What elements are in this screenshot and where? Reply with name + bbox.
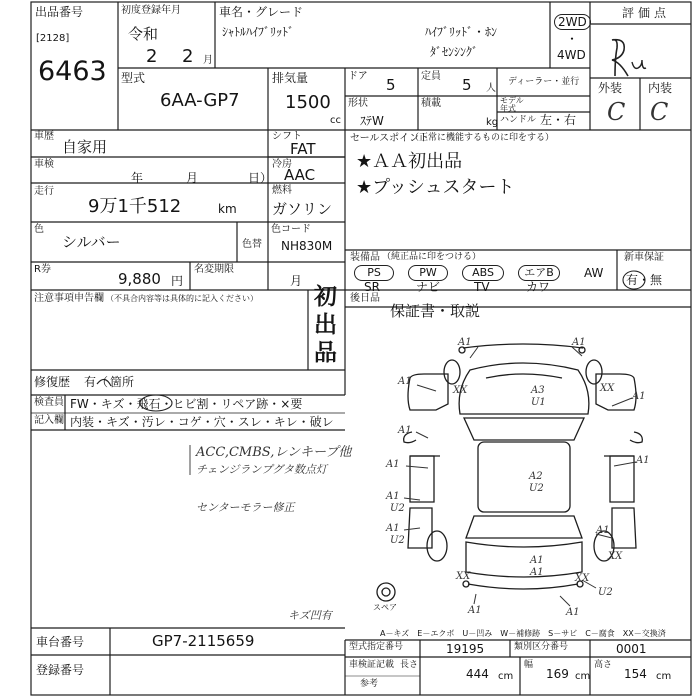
mark: U2 xyxy=(390,535,405,546)
length-unit: cm xyxy=(498,671,514,682)
fuel-label: 燃料 xyxy=(272,185,292,196)
mark: A1 xyxy=(398,425,412,436)
displacement-value: 1500 xyxy=(285,92,331,113)
exterior-value: C xyxy=(607,98,626,126)
history-label: 車歴 xyxy=(34,131,54,142)
height-value: 154 xyxy=(624,667,647,681)
size-label-2: 参考 xyxy=(360,679,379,689)
equip-abs: ABS xyxy=(462,265,504,281)
mark: A1 xyxy=(386,523,400,534)
handle-value: 左・右 xyxy=(540,113,577,127)
class-no-label: 類別区分番号 xyxy=(514,642,569,652)
later-value: 保証書・取説 xyxy=(390,302,481,320)
mark: U2 xyxy=(529,483,544,494)
colorcode-value: NH830M xyxy=(281,239,333,253)
width-label: 幅 xyxy=(524,660,534,670)
inspection-year-unit: 年 xyxy=(131,171,144,185)
mark: A1 xyxy=(386,459,400,470)
check-row-2: 内装・キズ・汚レ・コゲ・穴・スレ・キレ・破レ xyxy=(70,415,334,429)
size-label-1: 車検証記載 xyxy=(349,660,395,670)
recycle-unit: 円 xyxy=(171,274,184,288)
chassis-label: 車台番号 xyxy=(36,635,85,649)
check-label-1: 検査員 xyxy=(34,397,64,408)
mark: A1 xyxy=(458,337,472,348)
handwritten-line-2: チェンジランプグタ数点灯 xyxy=(196,463,327,476)
mark: XX xyxy=(608,551,623,562)
repair-value: 有（ xyxy=(84,375,109,389)
shift-value: FAT xyxy=(290,140,316,158)
color-value: シルバー xyxy=(62,233,121,251)
displacement-unit: cc xyxy=(330,115,341,126)
equipment-label: 装備品 xyxy=(350,252,380,263)
capacity-label: 定員 xyxy=(421,71,441,82)
interior-label: 内装 xyxy=(648,81,673,95)
mark: A3 xyxy=(531,385,545,396)
mark: A1 xyxy=(468,605,482,616)
certificate-month-unit: 月 xyxy=(290,274,303,288)
model-value: 6AA-GP7 xyxy=(160,90,240,111)
mark: U2 xyxy=(390,503,405,514)
repair-value2: 箇所 xyxy=(110,375,135,389)
load-label: 積載 xyxy=(421,98,441,109)
mark: XX xyxy=(600,383,615,394)
car-name: ｼｬﾄﾙﾊｲﾌﾞﾘｯﾄﾞ xyxy=(222,25,295,39)
fuel-value: ガソリン xyxy=(272,200,333,218)
new-warranty-label: 新車保証 xyxy=(624,252,664,263)
mark: A1 xyxy=(636,455,650,466)
mark: U1 xyxy=(531,397,546,408)
reg-year: 2 xyxy=(146,46,158,67)
mark: A1 xyxy=(632,391,646,402)
mark: A1 xyxy=(398,376,412,387)
color-change-label: 色替 xyxy=(242,239,262,250)
first-sale-1: 初 xyxy=(314,284,337,310)
equip-tv: TV xyxy=(474,280,490,294)
shift-label: シフト xyxy=(272,131,302,142)
equip-ps: PS xyxy=(354,265,394,281)
equip-leather: カワ xyxy=(526,280,551,294)
drive-dot: ・ xyxy=(566,32,579,46)
sales-points-sub: （正常に機能するものに印をする） xyxy=(410,133,555,143)
handwritten-line-1: ACC,CMBS,レンキープ他 xyxy=(196,445,352,460)
sales-point-1: ★ＡＡ初出品 xyxy=(356,151,463,172)
mileage-unit: km xyxy=(218,202,237,216)
width-unit: cm xyxy=(575,671,591,682)
mark: U2 xyxy=(598,587,613,598)
capacity-unit: 人 xyxy=(486,83,496,94)
later-label: 後日品 xyxy=(350,293,380,304)
shape-label: 形状 xyxy=(348,98,368,109)
model-label: 型式 xyxy=(121,71,146,85)
mark: A2 xyxy=(529,471,543,482)
repair-label: 修復歴 xyxy=(34,375,71,389)
spare-label: スペア xyxy=(373,603,397,612)
recycle-label: R券 xyxy=(34,264,51,275)
car-label: 車名・グレード xyxy=(219,5,304,19)
capacity-value: 5 xyxy=(462,76,472,94)
lot-label: 出品番号 xyxy=(35,5,84,19)
reg-era: 令和 xyxy=(128,25,159,43)
handle-label: ハンドル xyxy=(500,115,537,125)
mark: XX xyxy=(456,571,471,582)
exterior-label: 外装 xyxy=(598,81,623,95)
equip-aw: AW xyxy=(584,266,604,280)
interior-value: C xyxy=(650,98,669,126)
shape-value: ｽﾃW xyxy=(360,114,384,128)
car-grade-line1: ﾊｲﾌﾞﾘｯﾄﾞ・ﾎﾝ xyxy=(425,25,498,39)
reg-month: 2 xyxy=(182,46,194,67)
model-no-value: 19195 xyxy=(446,642,485,656)
lot-number: 6463 xyxy=(38,56,107,87)
doors-label: ドア xyxy=(348,71,368,82)
height-unit: cm xyxy=(656,671,672,682)
load-unit: kg xyxy=(486,117,499,128)
equipment-sub: （純正品に印をつける） xyxy=(382,252,482,262)
check-label-2: 記入欄 xyxy=(34,415,64,426)
notes-label: 注意事項申告欄 xyxy=(34,293,104,304)
mark: A1 xyxy=(596,525,610,536)
sales-points-label: セールスポイント xyxy=(350,133,430,144)
equip-pw: PW xyxy=(408,265,448,281)
model-year-label: モデル年式 xyxy=(500,96,524,113)
handwritten-line-4: キズ凹有 xyxy=(288,609,332,622)
mark: XX xyxy=(575,573,590,584)
model-no-label: 型式指定番号 xyxy=(349,642,404,652)
class-no-value: 0001 xyxy=(616,642,647,656)
equip-navi: ナビ xyxy=(416,280,441,294)
car-grade-line2: ﾀﾞｾﾝｼﾝｸﾞ xyxy=(430,45,479,59)
mark: A1 xyxy=(530,555,544,566)
damage-legend: A－キズ E－エクボ U－凹み W－補修跡 S－サビ C－腐食 XX－交換済 xyxy=(380,629,666,638)
certificate-label: 名変期限 xyxy=(194,264,234,275)
recycle-value: 9,880 xyxy=(118,270,161,288)
first-sale-3: 品 xyxy=(314,340,337,366)
length-value: 444 xyxy=(466,667,489,681)
equip-airbag: エアB xyxy=(518,265,560,281)
chassis-value: GP7-2115659 xyxy=(152,632,255,650)
mileage-label: 走行 xyxy=(34,186,54,197)
ac-label: 冷房 xyxy=(272,159,292,170)
mark: A1 xyxy=(530,567,544,578)
dealer-label: ディーラー・並行 xyxy=(508,77,580,87)
drive-4wd: 4WD xyxy=(557,48,586,62)
reg-label: 初度登録年月 xyxy=(121,5,181,16)
history-value: 自家用 xyxy=(62,138,108,156)
mileage-value: 9万1千512 xyxy=(88,196,182,217)
mark: A1 xyxy=(572,337,586,348)
inspection-label: 車検 xyxy=(34,159,54,170)
notes-sub: （不具合内容等は具体的に記入ください） xyxy=(106,294,258,303)
mark: XX xyxy=(453,385,468,396)
new-warranty-value: 有・無 xyxy=(626,273,663,287)
drive-2wd: 2WD xyxy=(554,14,591,30)
first-sale-2: 出 xyxy=(314,312,337,338)
check-row-1: FW・キズ・飛石・ヒビ割・リペア跡・×要 xyxy=(70,397,303,411)
displacement-label: 排気量 xyxy=(272,71,309,85)
handwritten-line-3: センターモラー修正 xyxy=(196,501,295,514)
length-label: 長さ xyxy=(400,660,419,670)
grade-label: 評価点 xyxy=(622,6,671,20)
inspection-day-unit: 日） xyxy=(248,171,273,185)
reg-month-unit: 月 xyxy=(203,55,213,66)
inspection-month-unit: 月 xyxy=(186,171,199,185)
doors-value: 5 xyxy=(386,76,396,94)
ac-value: AAC xyxy=(284,166,316,184)
height-label: 高さ xyxy=(594,660,613,670)
registration-label: 登録番号 xyxy=(36,663,85,677)
mark: A1 xyxy=(386,491,400,502)
lot-code: [2128] xyxy=(36,33,70,44)
color-label: 色 xyxy=(34,224,44,235)
width-value: 169 xyxy=(546,667,569,681)
colorcode-label: 色コード xyxy=(271,224,311,235)
mark: A1 xyxy=(566,607,580,618)
sales-point-2: ★プッシュスタート xyxy=(356,177,515,198)
equip-sr: SR xyxy=(364,280,380,294)
